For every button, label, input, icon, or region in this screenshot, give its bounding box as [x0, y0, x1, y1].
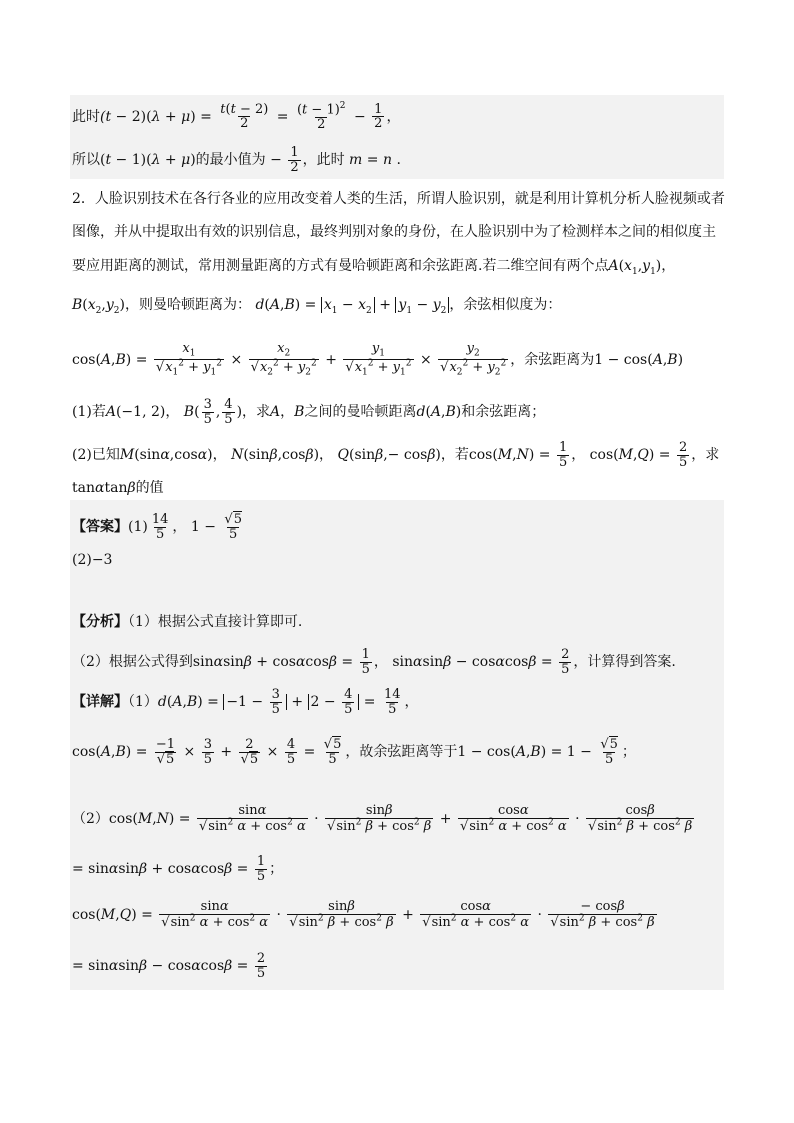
detail-line-4: = sinαsinβ + cosαcosβ = $\frac{1}{5}$ ；: [72, 854, 284, 884]
answer-line-1: 【答案】(1) $\frac{14}{5}$ ， 1 − √ $\frac{5}{5}$: [72, 513, 246, 541]
analysis-line-2: （2）根据公式得到sinαsinβ + cosαcosβ = $\frac{1}{5}$ ， sinαsinβ − cosαcosβ = $\frac{2}{5}$ ，计算得到答案.: [72, 647, 676, 677]
detail-line-3: （2）cos(M,N) = sinα √ $\sin^2 \alpha + \cos^2 \alpha$ · sinβ √ $\sin^2 \beta + \cos^2 \beta$ + cosα √ $\sin^2 \alpha + \cos^2 \alpha$ · cosβ √ $\sin^2 \beta + \cos^2 \beta$: [72, 804, 696, 834]
detail-line-1: 【详解】（1）d(A,B) = −1 − $\frac{3}{5}$ + 2 − $\frac{4}{5}$ = $\frac{14}{5}$ ，: [72, 687, 419, 717]
problem-line-5: cos(A,B) = $x_1$ √ $x_1^2 + y_1^2$ × $x_2$ √ $x_2^2 + y_2^2$ + $y_1$ √ $x_1^2 + y_1^2$ × $y_2$ √ $x_2^2 + y_2^2$ ，余弦距离为1 − cos(A,B): [72, 342, 683, 378]
question-2-tail: tanαtanβ的值: [72, 480, 164, 496]
detail-line-6: = sinαsinβ − cosαcosβ = $\frac{2}{5}$: [72, 951, 266, 981]
detail-line-5: cos(M,Q) = sinα √ $\sin^2 \alpha + \cos^2 \alpha$ · sinβ √ $\sin^2 \beta + \cos^2 \beta$ + cosα √ $\sin^2 \alpha + \cos^2 \alpha$ · − cosβ √ $\sin^2 \beta + \cos^2 \beta$: [72, 900, 659, 930]
problem-line-1: 2．人脸识别技术在各行各业的应用改变着人类的生活，所谓人脸识别，就是利用计算机分析人脸视频或者: [72, 191, 725, 207]
problem-line-4: $B(x_2,y_2)$，则曼哈顿距离为： $d(A,B) = x_1 - x_2 + y_1 - y_2$ ，余弦相似度为：: [72, 297, 562, 316]
problem-line-3: 要应用距离的测试，常用测量距离的方式有曼哈顿距离和余弦距离.若二维空间有两个点$A(x_1,y_1)$，: [72, 258, 676, 277]
question-2: (2)已知M(sinα,cosα)， N(sinβ,cosβ)， Q(sinβ,− cosβ)，若cos(M,N) = $\frac{1}{5}$ ， cos(M,Q) = $\frac{2}{5}$ ，求: [72, 440, 720, 470]
analysis-line-1: 【分析】（1）根据公式直接计算即可.: [72, 614, 303, 630]
problem-line-2: 图像，并从中提取出有效的识别信息，最终判别对象的身份，在人脸识别中为了检测样本之间的相似度主: [72, 224, 716, 240]
detail-line-2: cos(A,B) = −1 √ 5 × $\frac{3}{5}$ + 2 √ 5 × $\frac{4}{5}$ = √ $\frac{5}{5}$ ，故余弦距离等于1 − cos(A,B) = 1 − √ $\frac{5}{5}$ ；: [72, 738, 636, 766]
answer-line-2: (2)−3: [72, 552, 113, 568]
prev-line-2: 所以(t − 1)(λ + μ)的最小值为 − $\frac{1}{2}$ ，此时 m = n .: [72, 145, 401, 175]
prev-line-1: 此时(t − 2)(λ + μ) = $\frac{t(t - 2)}{2}$ = $\frac{(t - 1)^2}{2}$ − $\frac{1}{2}$ ，: [72, 101, 401, 132]
question-1: (1)若A(−1, 2)， B( $\frac{3}{5}$ , $\frac{4}{5}$ )，求A，B之间的曼哈顿距离d(A,B)和余弦距离；: [72, 397, 546, 427]
